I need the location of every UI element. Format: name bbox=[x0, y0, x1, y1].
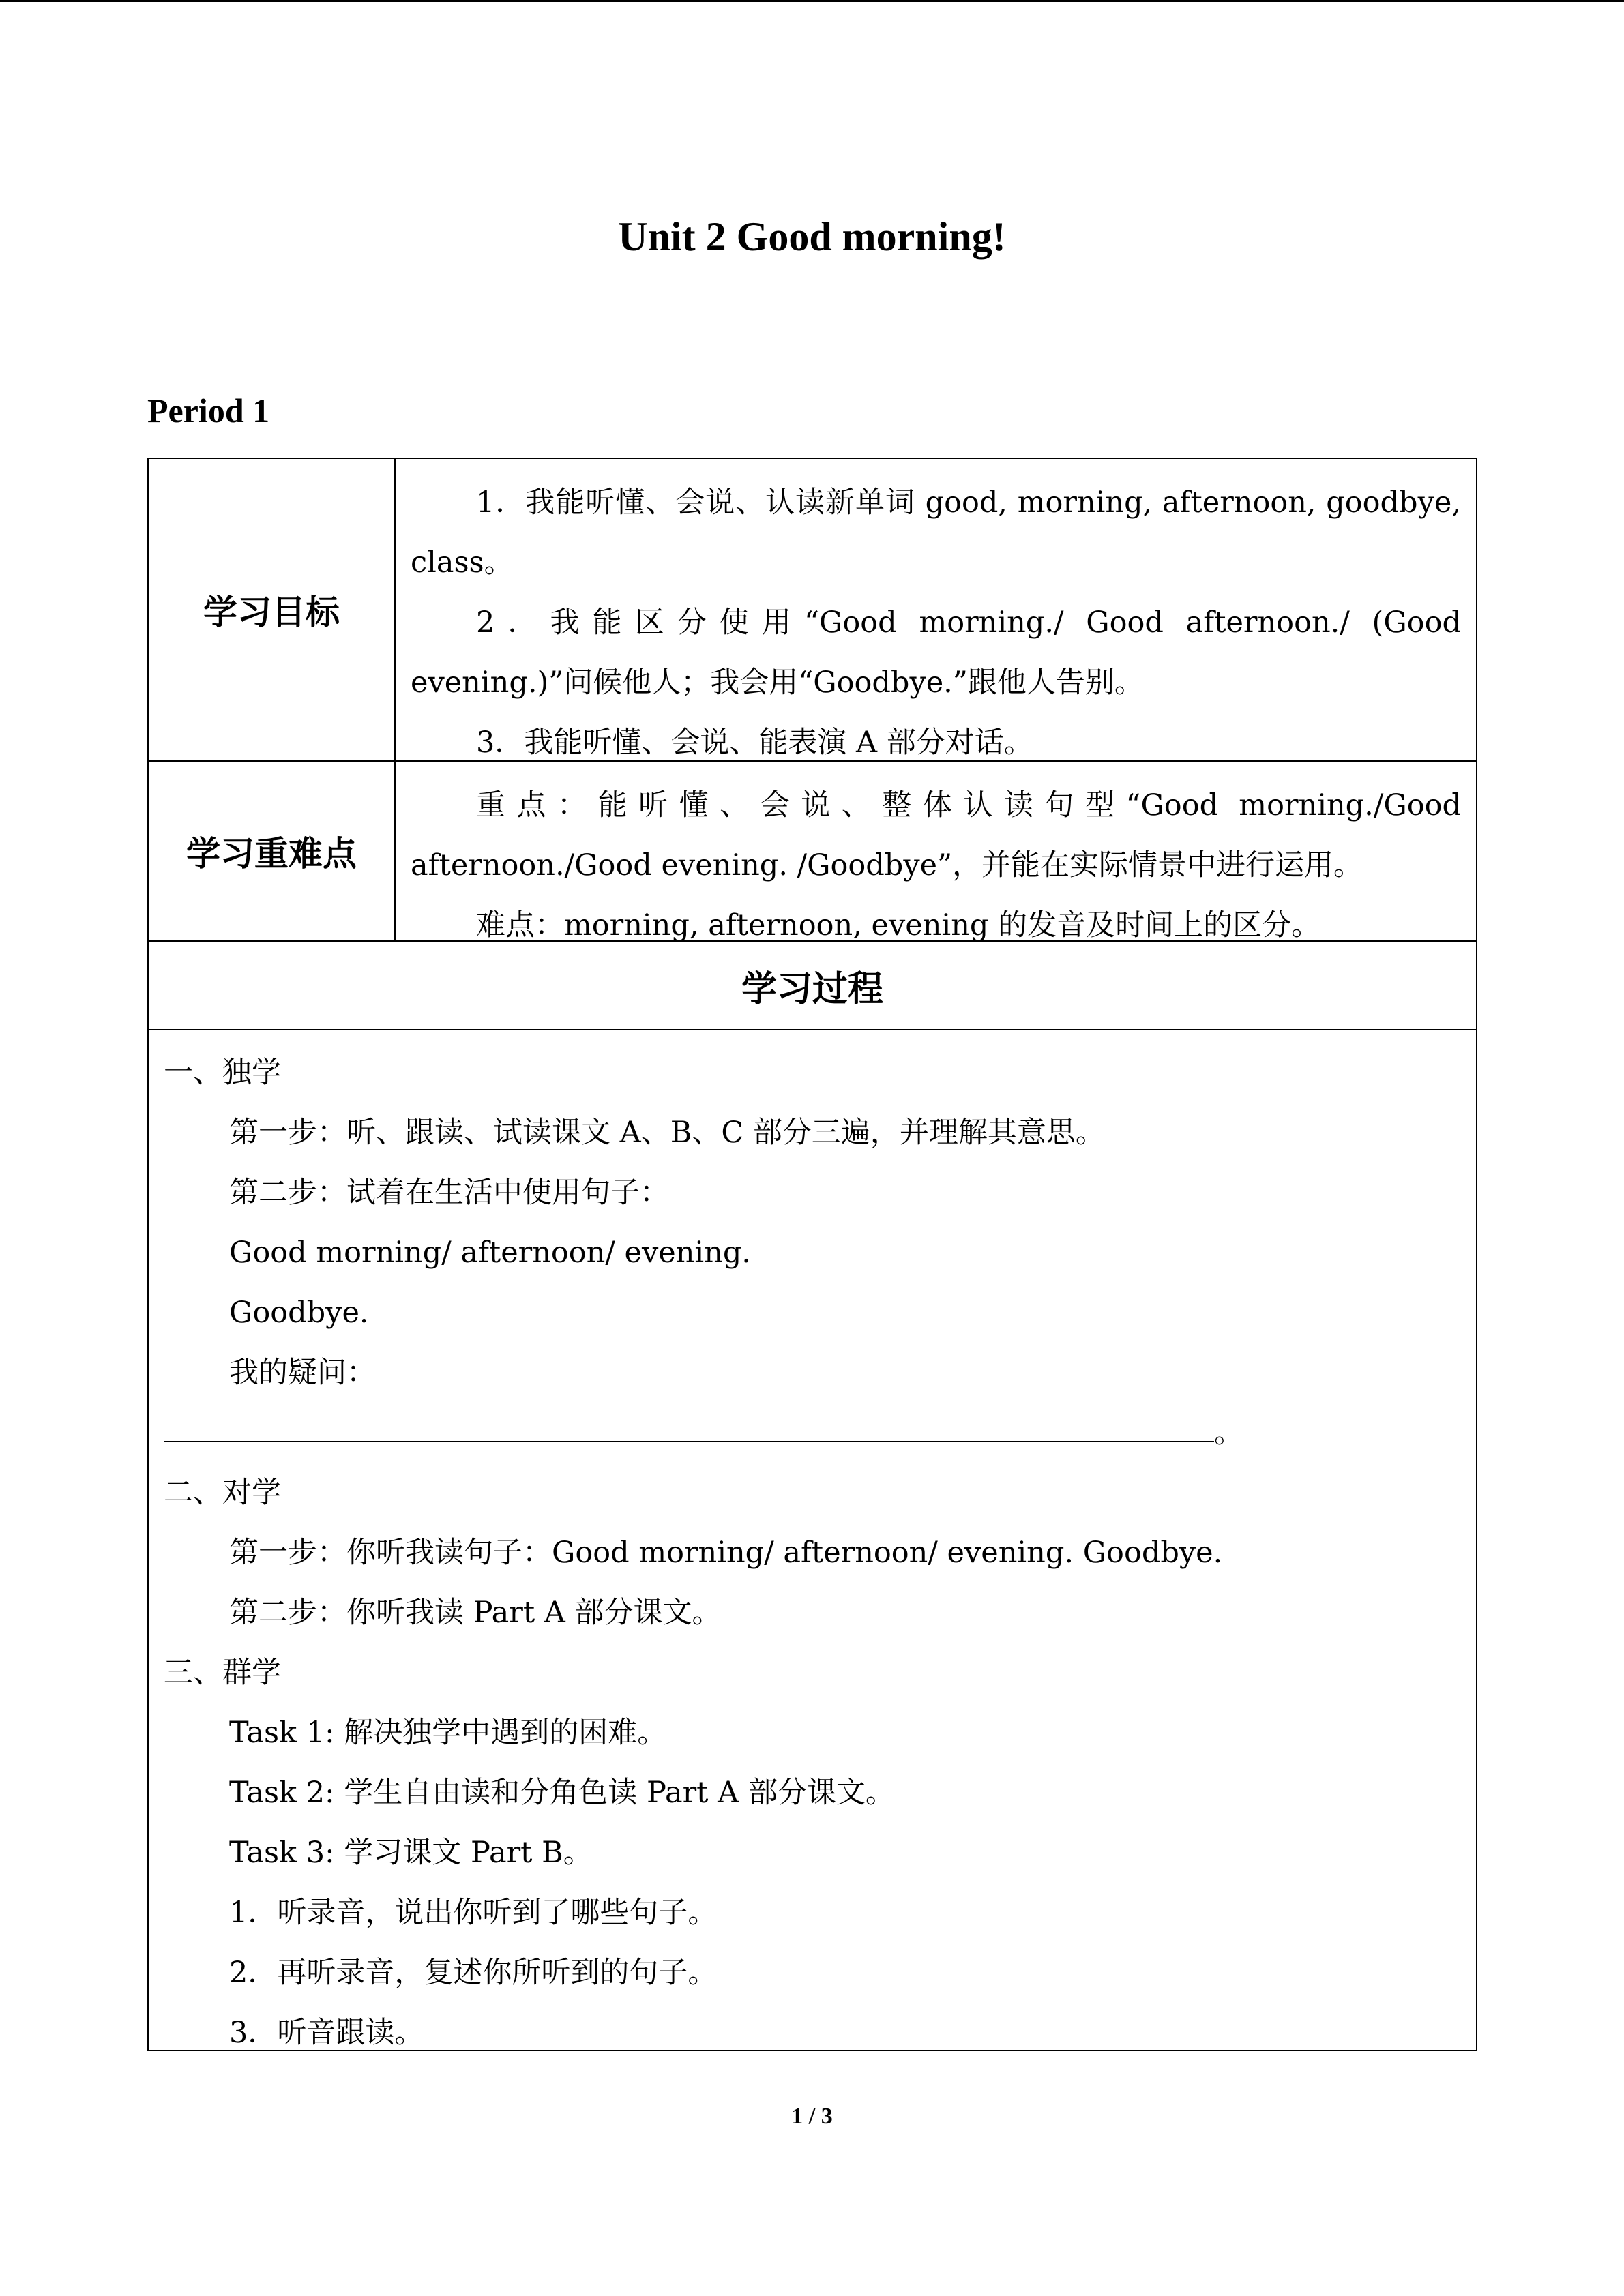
objectives-row bbox=[149, 459, 1476, 762]
section-title: 一、独学 bbox=[164, 1056, 281, 1090]
process-heading: 学习过程 bbox=[741, 968, 883, 1010]
question-prompt: 我的疑问： bbox=[229, 1356, 376, 1390]
task-line: Task 3: 学习课文 Part B。 bbox=[229, 1836, 593, 1870]
key-points-row bbox=[149, 762, 1476, 942]
list-item: 1．听录音，说出你听到了哪些句子。 bbox=[229, 1896, 718, 1930]
objectives-content bbox=[396, 459, 1476, 760]
difficult-point-item: 难点：morning, afternoon, evening 的发音及时间上的区分。 bbox=[476, 908, 1321, 942]
page-number: 1 / 3 bbox=[791, 2104, 833, 2129]
key-point-item: 重点：能听懂、会说、整体认读句型“Good morning./Good afternoon./Good evening. /Goodbye”，并能在实际情景中进行运用。 bbox=[411, 788, 1461, 882]
section-title: 二、对学 bbox=[164, 1476, 281, 1510]
period-heading: Period 1 bbox=[147, 391, 270, 430]
task-line: Task 1: 解决独学中遇到的困难。 bbox=[229, 1716, 667, 1750]
step-line: 第二步：你听我读 Part A 部分课文。 bbox=[229, 1596, 722, 1630]
objective-item: 2．我能区分使用“Good morning./ Good afternoon./ (Good evening.)”问候他人；我会用“Goodbye.”跟他人告别。 bbox=[411, 606, 1461, 700]
step-line: 第二步：试着在生活中使用句子： bbox=[229, 1176, 669, 1210]
task-line: Task 2: 学生自由读和分角色读 Part A 部分课文。 bbox=[229, 1776, 895, 1810]
step-line: 第一步：你听我读句子：Good morning/ afternoon/ evening. Goodbye. bbox=[229, 1536, 1223, 1570]
process-content bbox=[149, 1030, 1476, 2063]
objective-item: 3．我能听懂、会说、能表演 A 部分对话。 bbox=[476, 726, 1033, 760]
step-line: 第一步：听、跟读、试读课文 A、B、C 部分三遍，并理解其意思。 bbox=[229, 1116, 1105, 1150]
objective-item: 1．我能听懂、会说、认读新单词 good, morning, afternoon, goodbye, class。 bbox=[411, 486, 1461, 580]
key-points-label: 学习重难点 bbox=[149, 762, 396, 940]
example-sentence: Goodbye. bbox=[229, 1296, 369, 1330]
document-title: Unit 2 Good morning! bbox=[618, 214, 1006, 259]
process-heading-row bbox=[149, 942, 1476, 1030]
section-title: 三、群学 bbox=[164, 1656, 281, 1690]
key-points-content bbox=[396, 762, 1476, 940]
list-item: 3．听音跟读。 bbox=[229, 2016, 424, 2050]
list-item: 2．再听录音，复述你所听到的句子。 bbox=[229, 1956, 718, 1990]
process-content-row bbox=[149, 1030, 1476, 2051]
answer-blank-line[interactable] bbox=[164, 1403, 1461, 1463]
blank-period: 。 bbox=[1214, 1416, 1243, 1450]
answer-blank[interactable] bbox=[164, 1407, 1214, 1442]
lesson-plan-table bbox=[147, 458, 1477, 2051]
objectives-label: 学习目标 bbox=[149, 459, 396, 760]
example-sentence: Good morning/ afternoon/ evening. bbox=[229, 1236, 752, 1270]
